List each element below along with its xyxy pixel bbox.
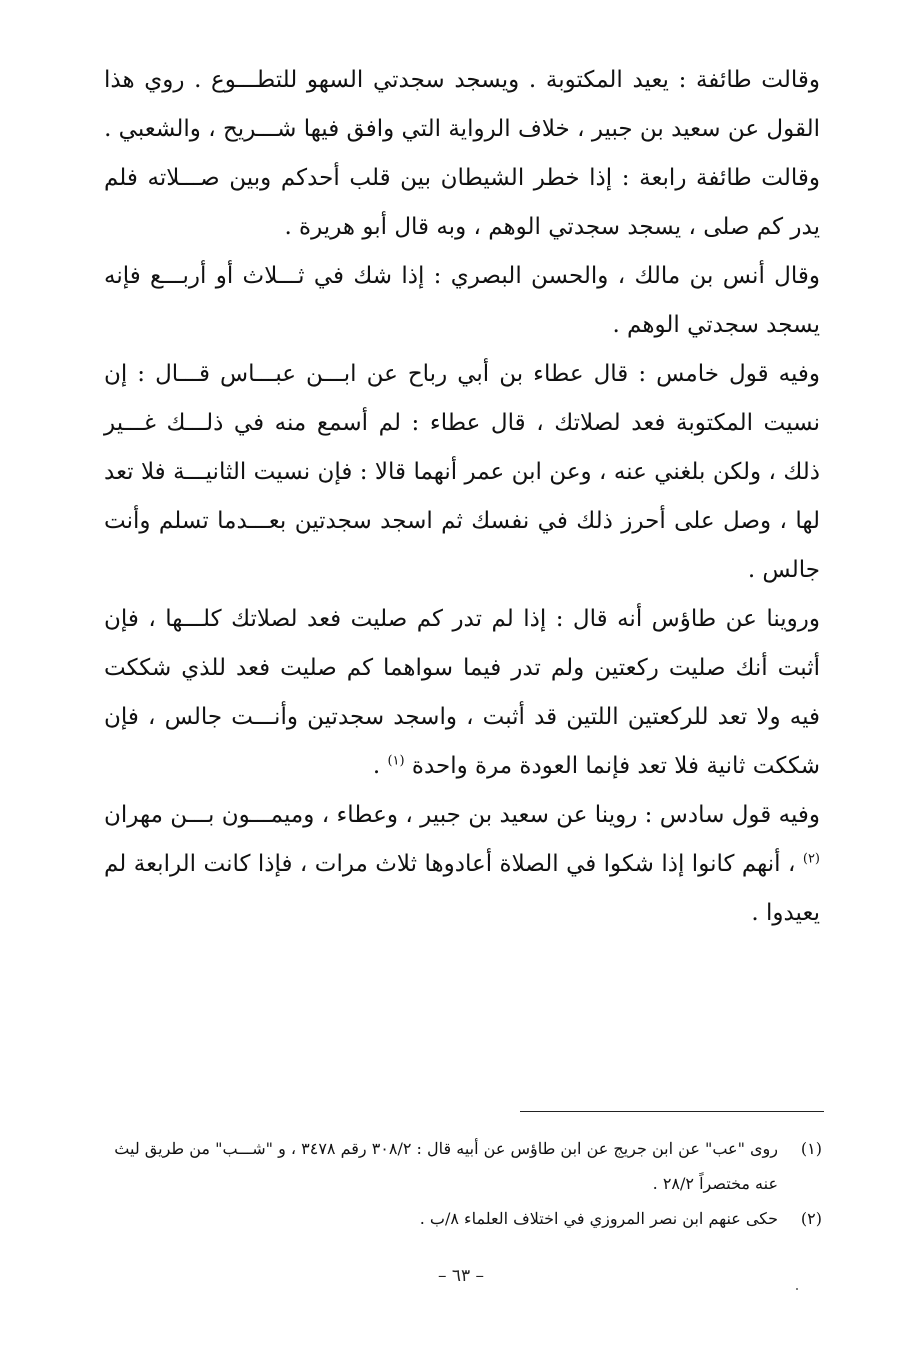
paragraph-2: وقالت طائفة رابعة : إذا خطر الشيطان بين قلب أحدكم وبين صـــلاته فلم يدر كم صلى ، يسجد سجدتي الوهم ، وبه قال أبو هريرة .	[104, 165, 820, 240]
footnote-text: حكى عنهم ابن نصر المروزي في اختلاف العلماء ٨/ب .	[419, 1209, 778, 1228]
paragraph-5-text: وروينا عن طاؤس أنه قال : إذا لم تدر كم صليت فعد لصلاتك كلـــها ، فإن أثبت أنك صليت ركعتين ولم تدر فيما سواهما كم صليت فعد للذي شككت فيه ولا تعد للركعتين اللتين قد أثبت ، واسجد سجدتين وأنـــت جالس ، فإن شككت ثانية فلا تعد فإنما العودة مرة واحدة	[104, 606, 820, 779]
paragraph-6-text: وفيه قول سادس : روينا عن سعيد بن جبير ، وعطاء ، وميمـــون بـــن مهران	[104, 802, 820, 828]
footnote-ref-2[interactable]: (٢)	[802, 851, 820, 867]
paragraph-3: وقال أنس بن مالك ، والحسن البصري : إذا شك في ثـــلاث أو أربـــع فإنه يسجد سجدتي الوهم .	[104, 263, 820, 338]
page-number: – ٦٣ –	[437, 1266, 485, 1286]
paragraph-5-end: .	[372, 753, 388, 779]
paragraph-5	[104, 595, 820, 791]
paragraph-1: وقالت طائفة : يعيد المكتوبة . ويسجد سجدتي السهو للتطـــوع . روي هذا القول عن سعيد بن جبير ، خلاف الرواية التي وافق فيها شـــريح ، والشعبي .	[104, 67, 820, 142]
paragraph-6	[104, 791, 820, 938]
footnote-1	[110, 1131, 822, 1201]
footnotes	[110, 1131, 822, 1236]
footnote-number: (١)	[800, 1139, 822, 1158]
paragraph-6-rest: ، أنهم كانوا إذا شكوا في الصلاة أعادوها ثلاث مرات ، فإذا كانت الرابعة لم يعيدوا .	[104, 851, 820, 926]
footnote-divider	[520, 1111, 824, 1112]
footnote-text: روى "عب" عن ابن جريج عن ابن طاؤس عن أبيه قال : ٣٠٨/٢ رقم ٣٤٧٨ ، و "شـــب" من طريق ليث عنه مختصراً ٢٨/٢ .	[114, 1139, 778, 1193]
footnote-number: (٢)	[800, 1209, 822, 1228]
main-text	[104, 56, 820, 938]
scan-speck	[796, 1288, 798, 1290]
paragraph-4: وفيه قول خامس : قال عطاء بن أبي رباح عن ابـــن عبـــاس قـــال : إن نسيت المكتوبة فعد لصلاتك ، قال عطاء : لم أسمع منه في ذلـــك غـــير ذلك ، ولكن بلغني عنه ، وعن ابن عمر أنهما قالا : فإن نسيت الثانيـــة فلا تعد لها ، وصل على أحرز ذلك في نفسك ثم اسجد سجدتين بعـــدما تسلم وأنت جالس .	[104, 361, 820, 583]
footnote-ref-1[interactable]: (١)	[387, 753, 405, 769]
footnote-2	[110, 1201, 822, 1236]
